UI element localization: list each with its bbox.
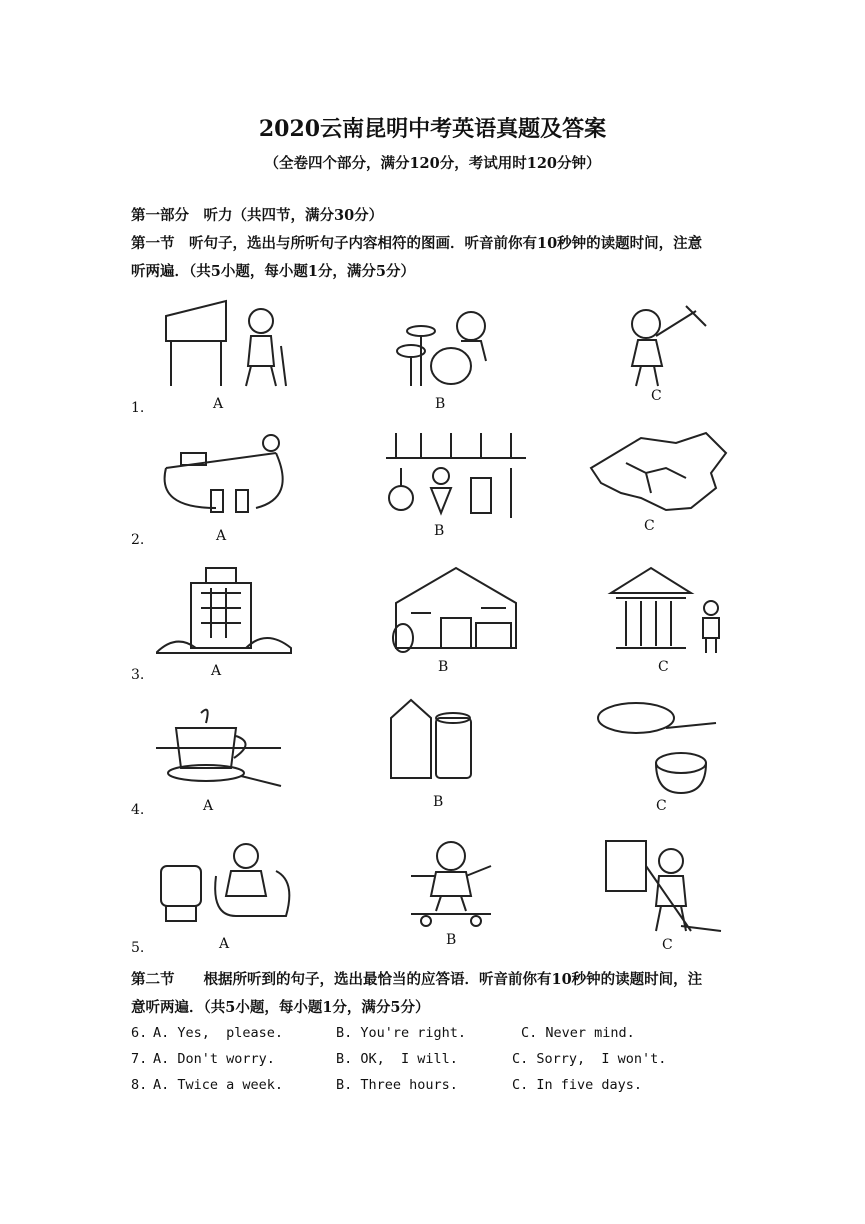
question-number: 2. <box>131 532 145 548</box>
picture-row-4 <box>131 698 751 818</box>
skateboard-icon <box>381 836 531 936</box>
section1-line2: 听两遍．（共5小题，每小题1分，满分5分） <box>131 263 416 280</box>
option-c: C. Never mind. <box>521 1025 635 1041</box>
bank-icon <box>601 563 751 663</box>
section2-instructions <box>131 966 741 1022</box>
option-letter: A <box>203 798 214 814</box>
question-number: 8. <box>131 1077 148 1093</box>
picture-row-2 <box>131 428 751 548</box>
tv-icon <box>156 836 306 936</box>
option-letter: A <box>213 396 224 412</box>
option-letter: A <box>216 528 227 544</box>
option-letter: B <box>435 396 446 412</box>
option-c: C. Sorry, I won't. <box>512 1051 667 1067</box>
page-title: 2020云南昆明中考英语真题及答案 <box>258 116 607 142</box>
option-letter: C <box>662 937 673 953</box>
map-icon <box>586 428 736 528</box>
question-number: 4. <box>131 802 145 818</box>
sweeping-icon <box>601 836 751 936</box>
option-c: C. In five days. <box>512 1077 643 1093</box>
page-subtitle: （全卷四个部分，满分120分，考试用时120分钟） <box>264 155 601 172</box>
option-letter: A <box>219 936 230 952</box>
rice-icon <box>596 698 746 798</box>
picture-row-3 <box>131 563 751 683</box>
violin-icon <box>596 296 746 396</box>
option-letter: C <box>644 518 655 534</box>
section1-instructions <box>131 230 741 286</box>
option-letter: C <box>658 659 669 675</box>
section1-line1: 第一节 听句子，选出与所听句子内容相符的图画．听音前你有10秒钟的读题时间，注意 <box>131 235 703 252</box>
picture-row-1 <box>131 296 751 416</box>
question-number: 7. <box>131 1051 148 1067</box>
question-number: 1. <box>131 400 145 416</box>
drums-icon <box>381 296 531 396</box>
option-letter: B <box>446 932 457 948</box>
milk-icon <box>381 698 531 798</box>
option-b: B. Three hours. <box>336 1077 458 1093</box>
section2-line1: 第二节 根据所听到的句子，选出最恰当的应答语．听音前你有10秒钟的读题时间，注 <box>131 971 703 988</box>
option-letter: A <box>211 663 222 679</box>
option-letter: C <box>656 798 667 814</box>
circuit-icon <box>156 428 306 528</box>
option-a: A. Yes, please. <box>153 1025 284 1041</box>
question-number: 5. <box>131 940 145 956</box>
hotel-icon <box>156 563 306 663</box>
part1-heading: 第一部分 听力（共四节，满分30分） <box>131 207 384 224</box>
question-number: 3. <box>131 667 145 683</box>
question-number: 6. <box>131 1025 148 1041</box>
option-a: A. Twice a week. <box>153 1077 284 1093</box>
option-a: A. Don't worry. <box>153 1051 275 1067</box>
option-b: B. OK, I will. <box>336 1051 458 1067</box>
option-letter: C <box>651 388 662 404</box>
piano-icon <box>156 296 306 396</box>
school-icon <box>381 563 531 663</box>
option-letter: B <box>438 659 449 675</box>
lab-equipment-icon <box>381 428 531 528</box>
coffee-icon <box>156 698 306 798</box>
option-b: B. You're right. <box>336 1025 467 1041</box>
option-letter: B <box>433 794 444 810</box>
option-letter: B <box>434 523 445 539</box>
section2-line2: 意听两遍．（共5小题，每小题1分，满分5分） <box>131 999 430 1016</box>
picture-row-5 <box>131 836 751 956</box>
